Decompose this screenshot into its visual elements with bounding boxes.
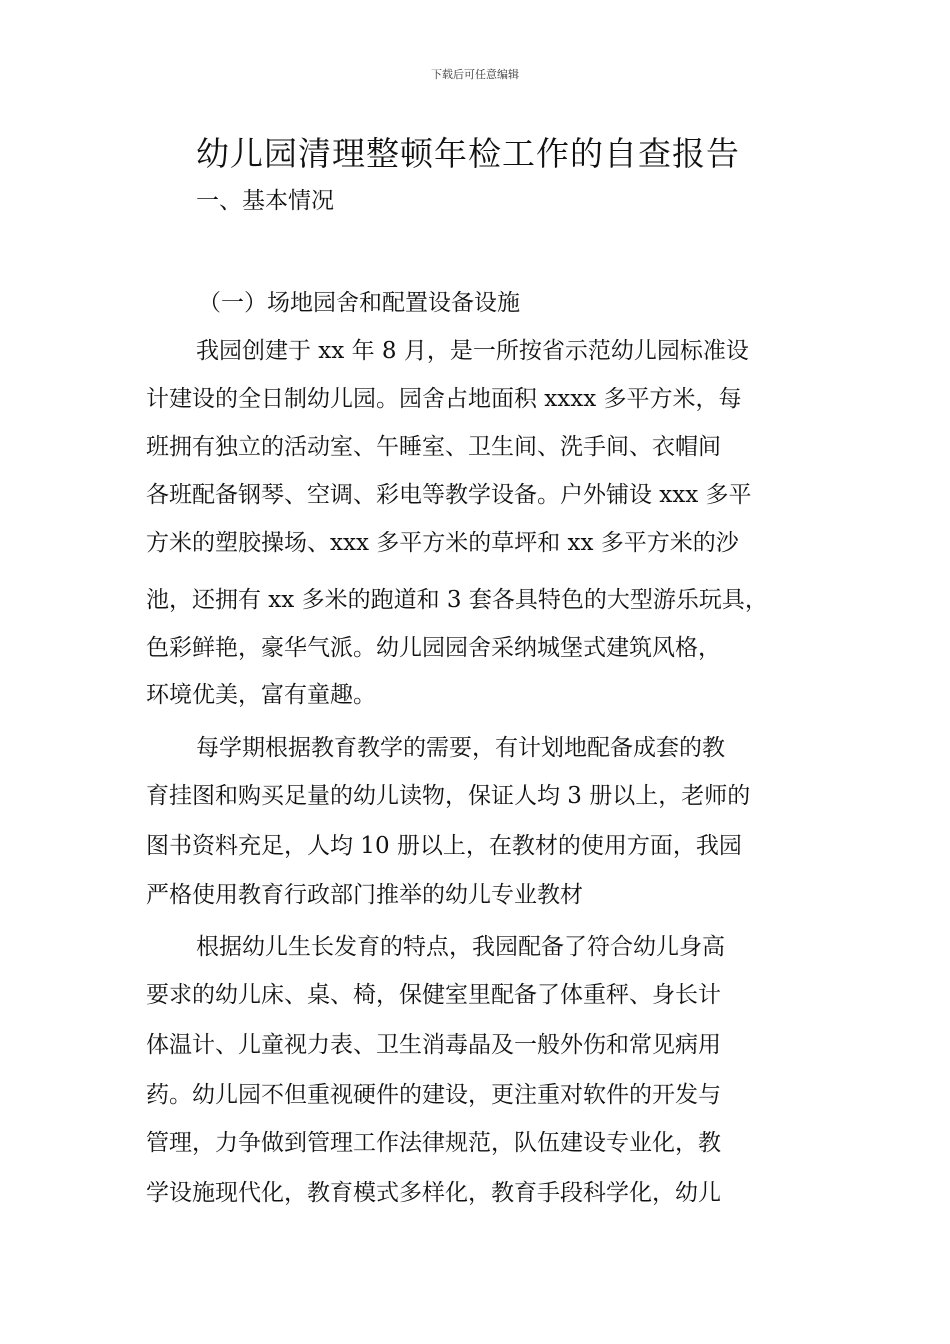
document-title: 幼儿园清理整顿年检工作的自查报告: [196, 134, 740, 173]
paragraph-3-line-6: 学设施现代化，教育模式多样化，教育手段科学化，幼儿: [146, 1180, 721, 1206]
paragraph-2-line-3: 图书资料充足，人均 10 册以上，在教材的使用方面，我园: [146, 833, 742, 859]
paragraph-2-line-2: 育挂图和购买足量的幼儿读物，保证人均 3 册以上，老师的: [146, 783, 751, 809]
paragraph-1-line-5: 方米的塑胶操场、xxx 多平方米的草坪和 xx 多平方米的沙: [146, 530, 739, 556]
paragraph-3-line-4: 药。幼儿园不但重视硬件的建设，更注重对软件的开发与: [146, 1082, 721, 1108]
paragraph-3-line-5: 管理，力争做到管理工作法律规范，队伍建设专业化，教: [146, 1130, 721, 1156]
paragraph-1-line-3: 班拥有独立的活动室、午睡室、卫生间、洗手间、衣帽间: [146, 434, 721, 460]
paragraph-3-line-1: 根据幼儿生长发育的特点，我园配备了符合幼儿身高: [196, 934, 725, 960]
paragraph-3-line-2: 要求的幼儿床、桌、椅，保健室里配备了体重秤、身长计: [146, 982, 721, 1008]
paragraph-2-line-1: 每学期根据教育教学的需要，有计划地配备成套的教: [196, 735, 725, 761]
paragraph-3-line-3: 体温计、儿童视力表、卫生消毒晶及一般外伤和常见病用: [146, 1032, 721, 1058]
paragraph-1-line-1: 我园创建于 xx 年 8 月，是一所按省示范幼儿园标准设: [196, 338, 749, 364]
header-note: 下载后可任意编辑: [431, 68, 519, 81]
paragraph-2-line-4: 严格使用教育行政部门推举的幼儿专业教材: [146, 882, 583, 908]
paragraph-1-line-7: 色彩鲜艳，豪华气派。幼儿园园舍采纳城堡式建筑风格，: [146, 635, 721, 661]
paragraph-1-line-4: 各班配备钢琴、空调、彩电等教学设备。户外铺设 xxx 多平: [146, 482, 752, 508]
paragraph-1-line-6: 池，还拥有 xx 多米的跑道和 3 套各具特色的大型游乐玩具，: [146, 587, 768, 613]
subsection-heading: （一）场地园舍和配置设备设施: [198, 290, 520, 316]
paragraph-1-line-8: 环境优美，富有童趣。: [146, 682, 376, 708]
section-heading: 一、基本情况: [196, 188, 334, 214]
paragraph-1-line-2: 计建设的全日制幼儿园。园舍占地面积 xxxx 多平方米，每: [146, 386, 742, 412]
